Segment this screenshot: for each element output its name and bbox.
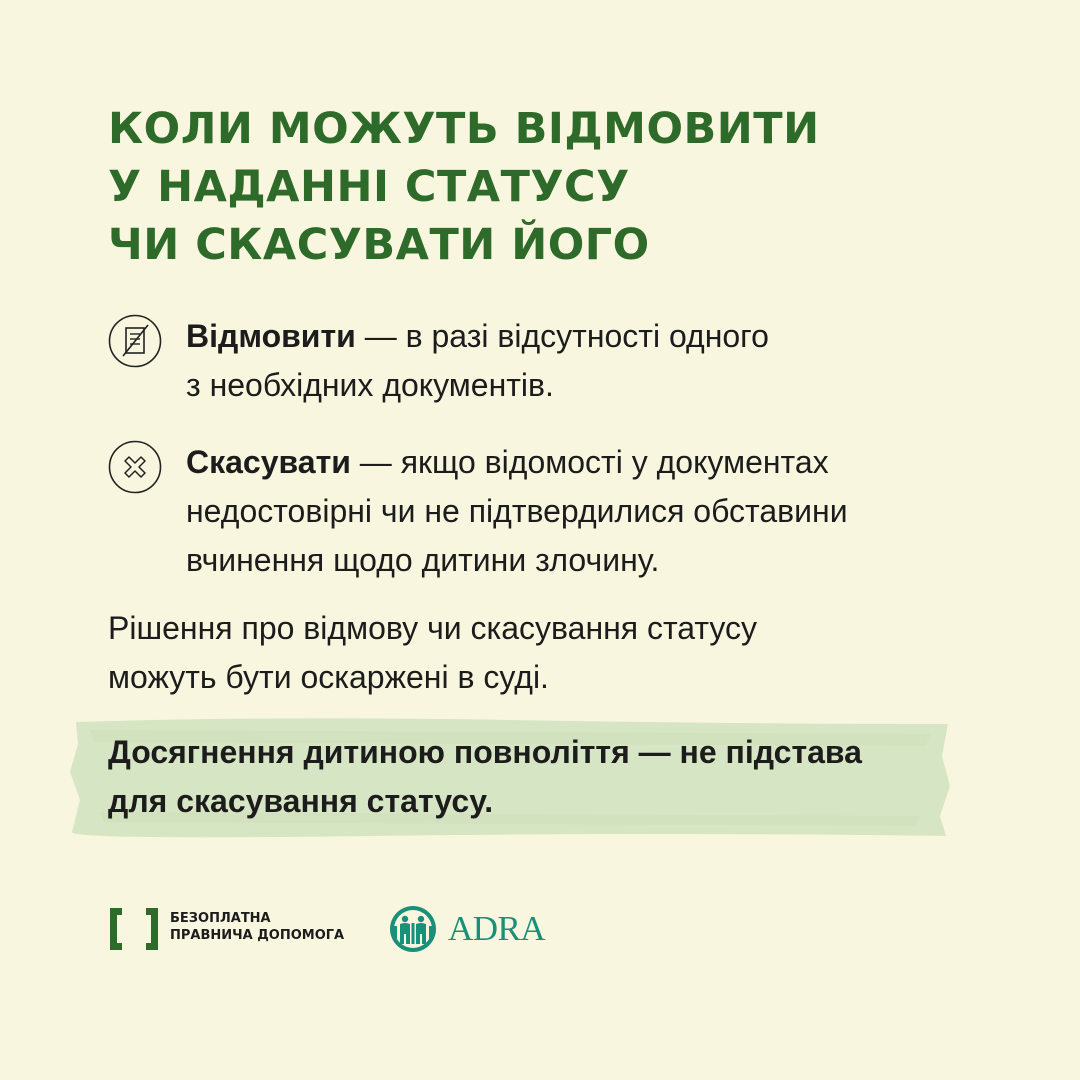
banner-line-2: для скасування статусу. bbox=[108, 783, 494, 819]
cancel-line-2: недостовірні чи не підтвердилися обставини bbox=[186, 493, 848, 529]
appeal-note bbox=[108, 604, 1008, 702]
cancel-term: Скасувати bbox=[186, 444, 351, 480]
free-legal-aid-line-1: БЕЗОПЛАТНА bbox=[170, 911, 271, 926]
title-line-3: ЧИ СКАСУВАТИ ЙОГО bbox=[108, 220, 650, 270]
cancel-item bbox=[108, 438, 1008, 585]
page-title bbox=[108, 100, 820, 274]
refuse-line-2: з необхідних документів. bbox=[186, 367, 554, 403]
crossed-document-icon bbox=[108, 314, 162, 368]
refuse-term: Відмовити bbox=[186, 318, 356, 354]
note-line-1: Рішення про відмову чи скасування статусу bbox=[108, 610, 758, 646]
free-legal-aid-line-2: ПРАВНИЧА ДОПОМОГА bbox=[170, 928, 345, 943]
title-line-1: КОЛИ МОЖУТЬ ВІДМОВИТИ bbox=[108, 104, 820, 154]
cancel-line-1 bbox=[186, 438, 1008, 487]
adra-people-icon bbox=[382, 904, 444, 954]
refuse-line-1 bbox=[186, 312, 1008, 361]
note-line-2: можуть бути оскаржені в суді. bbox=[108, 659, 549, 695]
adra-wordmark: ADRA bbox=[448, 909, 546, 948]
highlight-banner bbox=[70, 716, 950, 838]
cross-circle-icon bbox=[108, 440, 162, 494]
banner-line-1: Досягнення дитиною повноліття — не підстава bbox=[108, 734, 862, 770]
bracket-logo-icon bbox=[108, 906, 160, 952]
title-line-2: У НАДАННІ СТАТУСУ bbox=[108, 162, 630, 212]
cancel-line-3: вчинення щодо дитини злочину. bbox=[186, 542, 660, 578]
refuse-item bbox=[108, 312, 1008, 410]
refuse-desc-1: — в разі відсутності одного bbox=[355, 318, 769, 354]
cancel-desc-1: — якщо відомості у документах bbox=[350, 444, 829, 480]
